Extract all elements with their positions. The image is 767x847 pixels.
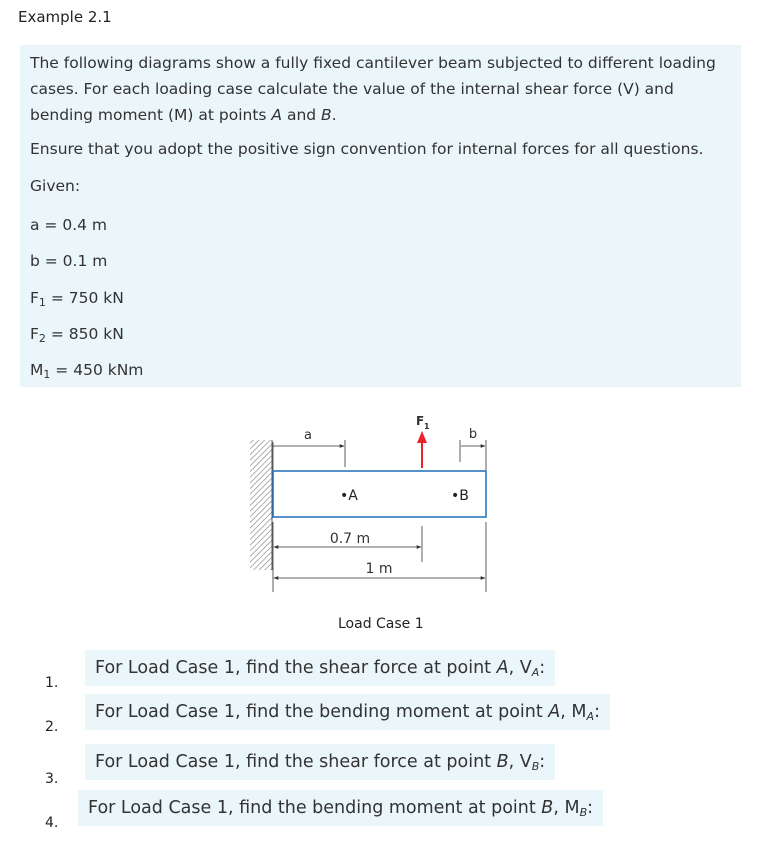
- problem-statement-box: [20, 45, 741, 387]
- sign-convention-note: Ensure that you adopt the positive sign convention for internal forces for all questions.: [30, 140, 704, 158]
- intro-paragraph: [30, 50, 735, 128]
- given-label: Given:: [30, 177, 81, 195]
- intro-text: The following diagrams show a fully fixed cantilever beam subjected to different loading cases. For each loading case calculate the value of the internal shear force (V) and bending moment (M) at points: [30, 54, 716, 124]
- fixed-wall-support: [250, 440, 272, 570]
- intro-point-a: A: [271, 106, 283, 124]
- question-point: B: [541, 798, 554, 818]
- given-b: b = 0.1 m: [30, 252, 108, 270]
- given-f2-value: = 850 kN: [45, 325, 124, 343]
- question-number: 4.: [45, 815, 59, 831]
- given-f1-subscript: 1: [38, 296, 46, 309]
- label-1m: 1 m: [365, 561, 393, 577]
- given-f1: [30, 287, 124, 309]
- force-f1-subscript: 1: [424, 422, 430, 431]
- given-m1-subscript: 1: [43, 368, 51, 381]
- force-f1-label: F: [416, 414, 425, 428]
- question-point: B: [496, 752, 509, 772]
- given-m1-value: = 450 kNm: [50, 361, 144, 379]
- load-case-label: Load Case 1: [338, 616, 424, 632]
- given-f2: [30, 323, 124, 345]
- intro-end: .: [331, 106, 337, 124]
- given-m1: [30, 359, 143, 381]
- question-text: For Load Case 1, find the bending moment at point: [88, 798, 542, 818]
- question-number: 3.: [45, 771, 59, 787]
- label-a: a: [304, 428, 312, 443]
- question-item: [85, 744, 555, 780]
- question-end: :: [594, 702, 600, 722]
- question-symbol: V: [519, 658, 532, 678]
- question-sep: ,: [553, 798, 565, 818]
- question-number: 2.: [45, 719, 59, 735]
- given-f1-symbol: F: [30, 289, 39, 307]
- question-sep: ,: [560, 702, 572, 722]
- question-item: [85, 694, 610, 730]
- force-f1-arrowhead: [417, 431, 427, 443]
- given-a: a = 0.4 m: [30, 216, 108, 234]
- question-sep: ,: [508, 752, 520, 772]
- intro-point-b: B: [321, 106, 332, 124]
- question-end: :: [587, 798, 594, 818]
- question-text: For Load Case 1, find the shear force at point: [95, 752, 497, 772]
- question-text: For Load Case 1, find the bending moment at point: [95, 702, 549, 722]
- question-sep: ,: [508, 658, 520, 678]
- question-end: :: [539, 658, 546, 678]
- question-item: [85, 650, 555, 686]
- question-symbol: M: [564, 798, 580, 818]
- question-point: A: [496, 658, 509, 678]
- question-number: 1.: [45, 675, 59, 691]
- question-point: A: [548, 702, 561, 722]
- given-f1-value: = 750 kN: [45, 289, 124, 307]
- intro-and: and: [282, 106, 322, 124]
- question-subscript: A: [531, 666, 540, 679]
- question-subscript: B: [579, 806, 588, 819]
- question-subscript: B: [531, 760, 540, 773]
- given-f2-subscript: 2: [38, 332, 46, 345]
- label-b: b: [468, 427, 478, 442]
- cantilever-beam-diagram: [240, 402, 510, 602]
- point-a: •A: [340, 488, 358, 504]
- point-b: •B: [451, 488, 469, 504]
- given-f2-symbol: F: [30, 325, 39, 343]
- question-end: :: [539, 752, 546, 772]
- label-07m: 0.7 m: [329, 531, 371, 547]
- question-symbol: V: [519, 752, 532, 772]
- given-m1-symbol: M: [30, 361, 44, 379]
- question-text: For Load Case 1, find the shear force at point: [95, 658, 497, 678]
- question-symbol: M: [571, 702, 587, 722]
- example-title: Example 2.1: [18, 8, 112, 26]
- question-subscript: A: [586, 710, 595, 723]
- question-item: [78, 790, 603, 826]
